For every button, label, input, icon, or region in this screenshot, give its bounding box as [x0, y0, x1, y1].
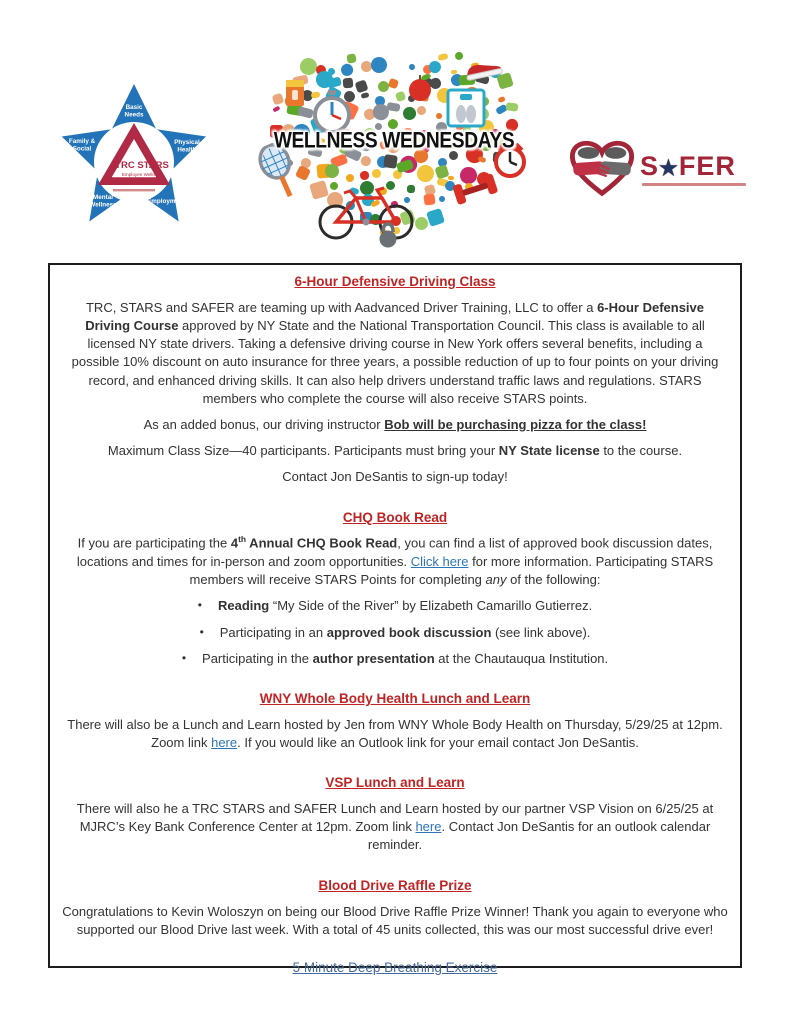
safer-star-icon: ★: [659, 156, 679, 180]
wellness-mosaic-dot: [498, 96, 506, 103]
wellness-mosaic-dot: [345, 173, 354, 182]
vsp-paragraph: There will also he a TRC STARS and SAFER Lunch and Learn hosted by our partner VSP Vision on 6/25/25 at MJRC’s Key Bank Conference Center at 12pm. Zoom link here. Contact Jon DeSantis for an outlook calendar reminder.: [76, 801, 714, 853]
chq-bullet-author: • Participating in the author presentation at the Chautauqua Institution.: [181, 650, 609, 666]
wellness-mosaic-dot: [346, 53, 356, 63]
bullet-icon: •: [197, 598, 202, 613]
svg-text:Family &: Family &: [68, 138, 96, 145]
wellness-mosaic-dot: [416, 105, 427, 116]
wellness-wednesdays-heart-logo: [258, 50, 530, 258]
wellness-mosaic-dot: [342, 77, 353, 88]
kettlebell-icon: [376, 222, 400, 253]
star-icon: [57, 84, 212, 234]
svg-text:Wellness: Wellness: [89, 201, 117, 209]
newsletter-content-box: [48, 263, 742, 975]
chq-bullet-list: [62, 597, 728, 668]
wellness-mosaic-dot: [447, 176, 454, 180]
chq-bullet-discussion: • Participating in an approved book discussion (see link above).: [199, 624, 591, 640]
trc-stars-center-title: TRC STARS: [115, 160, 169, 171]
bullet-icon: •: [181, 650, 187, 665]
wellness-mosaic-dot: [506, 103, 519, 112]
svg-text:Physical: Physical: [174, 139, 200, 146]
juice-carton-icon: [284, 72, 306, 113]
bullet-icon: •: [199, 624, 204, 639]
safer-letters-fer: FER: [678, 150, 736, 181]
chq-paragraph: If you are participating the 4th Annual CHQ Book Read, you can find a list of approved book discussion dates, locations and times for in-person and zoom opportunities. Click here for more information. Participating STARS members will receive STARS Points for completing any of the following:: [76, 534, 714, 588]
wny-paragraph: There will also be a Lunch and Learn hosted by Jen from WNY Whole Body Health on Thursday, 5/29/25 at 12pm. Zoom link here. If you would like an Outlook link for your email contact Jon DeSantis.: [67, 716, 723, 750]
vsp-zoom-here-link[interactable]: here: [415, 819, 442, 835]
wellness-mosaic-dot: [426, 208, 444, 226]
wellness-mosaic-dot: [415, 163, 435, 183]
wellness-mosaic-dot: [438, 53, 449, 61]
wellness-mosaic-dot: [408, 64, 415, 71]
safer-wordmark: [640, 150, 746, 186]
wellness-mosaic-dot: [359, 171, 369, 181]
wellness-mosaic-dot: [369, 55, 390, 76]
bicycle-icon: [314, 182, 418, 247]
heading-chq-book-read: CHQ Book Read: [342, 509, 448, 525]
wellness-mosaic-dot: [359, 154, 371, 166]
footer-link-wrap: [62, 959, 728, 978]
chq-bullet-reading: • Reading “My Side of the River” by Elizabeth Camarillo Gutierrez.: [197, 598, 593, 614]
safer-letter-s: S: [640, 150, 660, 181]
blood-drive-paragraph: Congratulations to Kevin Woloszyn on being our Blood Drive Raffle Prize Winner! Thank you again to everyone who supported our Blood Drive last week. With a total of 45 units collected, this was our most successful drive ever!: [62, 903, 728, 937]
wellness-mosaic-dot: [360, 92, 369, 99]
heading-vsp-lunch-learn: VSP Lunch and Learn: [325, 775, 465, 791]
driving-paragraph-class-size: Maximum Class Size—40 participants. Participants must bring your NY State license to the course.: [107, 443, 683, 459]
svg-text:Health: Health: [177, 146, 197, 154]
svg-text:Social: Social: [72, 145, 92, 153]
wellness-mosaic-dot: [454, 51, 465, 62]
heading-defensive-driving: 6-Hour Defensive Driving Class: [294, 274, 496, 289]
safer-heart-handshake-icon: [568, 139, 636, 199]
svg-text:Basic: Basic: [125, 104, 143, 111]
trc-stars-logo: [57, 84, 212, 234]
safer-logo: [568, 136, 746, 202]
svg-text:Employment: Employment: [147, 198, 185, 205]
svg-text:Needs: Needs: [124, 111, 144, 119]
heading-wny-lunch-learn: WNY Whole Body Health Lunch and Learn: [259, 690, 531, 706]
wellness-mosaic-dot: [339, 62, 355, 78]
driving-paragraph-bonus: As an added bonus, our driving instructor Bob will be purchasing pizza for the class!: [143, 417, 647, 433]
driving-paragraph-1: TRC, STARS and SAFER are teaming up with Aadvanced Driver Training, LLC to offer a 6-Hour Defensive Driving Course approved by NY State and the National Transportation Council. This class is available to all licensed NY state drivers. Taking a defensive driving course in New York offers several benefits, including a possible 10% discount on auto insurance for three years, a possible reduction of up to four points on your driving record, and enhanced driving skills. It can also help drivers understand traffic laws and regulations. STARS members who complete the course will also receive STARS points.: [71, 299, 719, 406]
trc-stars-center-subtitle: Employee Wellness: [121, 172, 163, 177]
svg-text:Mental: Mental: [93, 194, 113, 201]
safer-tagline-bar: [642, 183, 746, 186]
deep-breathing-exercise-link[interactable]: 5 Minute Deep Breathing Exercise: [292, 959, 498, 975]
wellness-wednesdays-title: WELLNESS WEDNESDAYS: [273, 128, 515, 154]
wellness-mosaic-dot: [271, 92, 284, 105]
wellness-mosaic-dot: [372, 168, 383, 179]
wellness-mosaic-dot: [438, 195, 445, 202]
apple-icon: [406, 72, 434, 107]
wellness-mosaic-dot: [395, 91, 406, 102]
wellness-mosaic-dot: [423, 193, 436, 206]
wellness-mosaic-dot: [354, 79, 367, 92]
heading-blood-drive-raffle: Blood Drive Raffle Prize: [318, 877, 472, 893]
weight-scale-icon: [446, 88, 486, 133]
wellness-mosaic-dot: [402, 105, 417, 120]
driving-paragraph-contact: Contact Jon DeSantis to sign-up today!: [282, 469, 508, 485]
wellness-mosaic-dot: [272, 105, 280, 112]
wny-zoom-here-link[interactable]: here: [211, 735, 238, 750]
chq-click-here-link[interactable]: Click here: [410, 553, 469, 569]
wellness-mosaic-dot: [435, 112, 443, 120]
wellness-mosaic-dot: [383, 154, 398, 169]
